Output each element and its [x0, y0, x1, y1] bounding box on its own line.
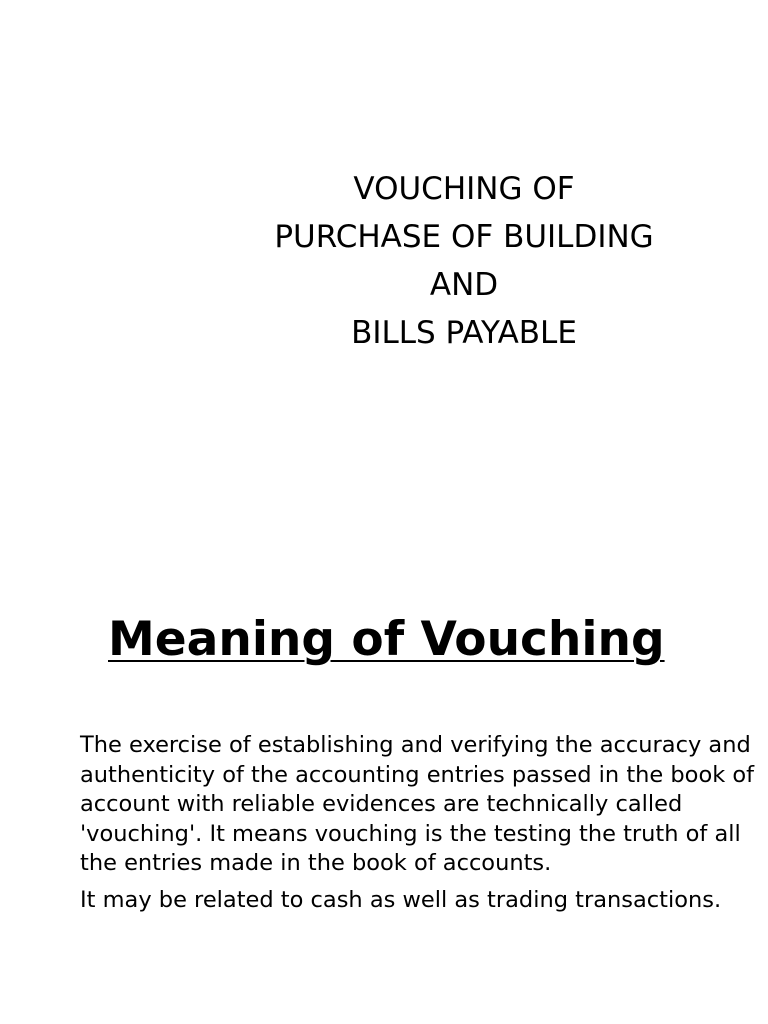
section-heading: Meaning of Vouching [108, 612, 665, 667]
paragraph-1: The exercise of establishing and verifying the accuracy and authenticity of the accounting entries passed in the book of account with reliable evidences are technically called 'vouching'. It means vouching is the testing the truth of all the entries made in the book of accounts. [80, 732, 755, 877]
title-line-3: AND [429, 267, 499, 303]
title-line-2: PURCHASE OF BUILDING [274, 219, 654, 255]
paragraph-2: It may be related to cash as well as trading transactions. [80, 886, 722, 913]
section-body [80, 731, 760, 916]
title-line-4: BILLS PAYABLE [351, 315, 577, 351]
title-line-1: VOUCHING OF [353, 171, 575, 207]
document-title [160, 165, 768, 357]
